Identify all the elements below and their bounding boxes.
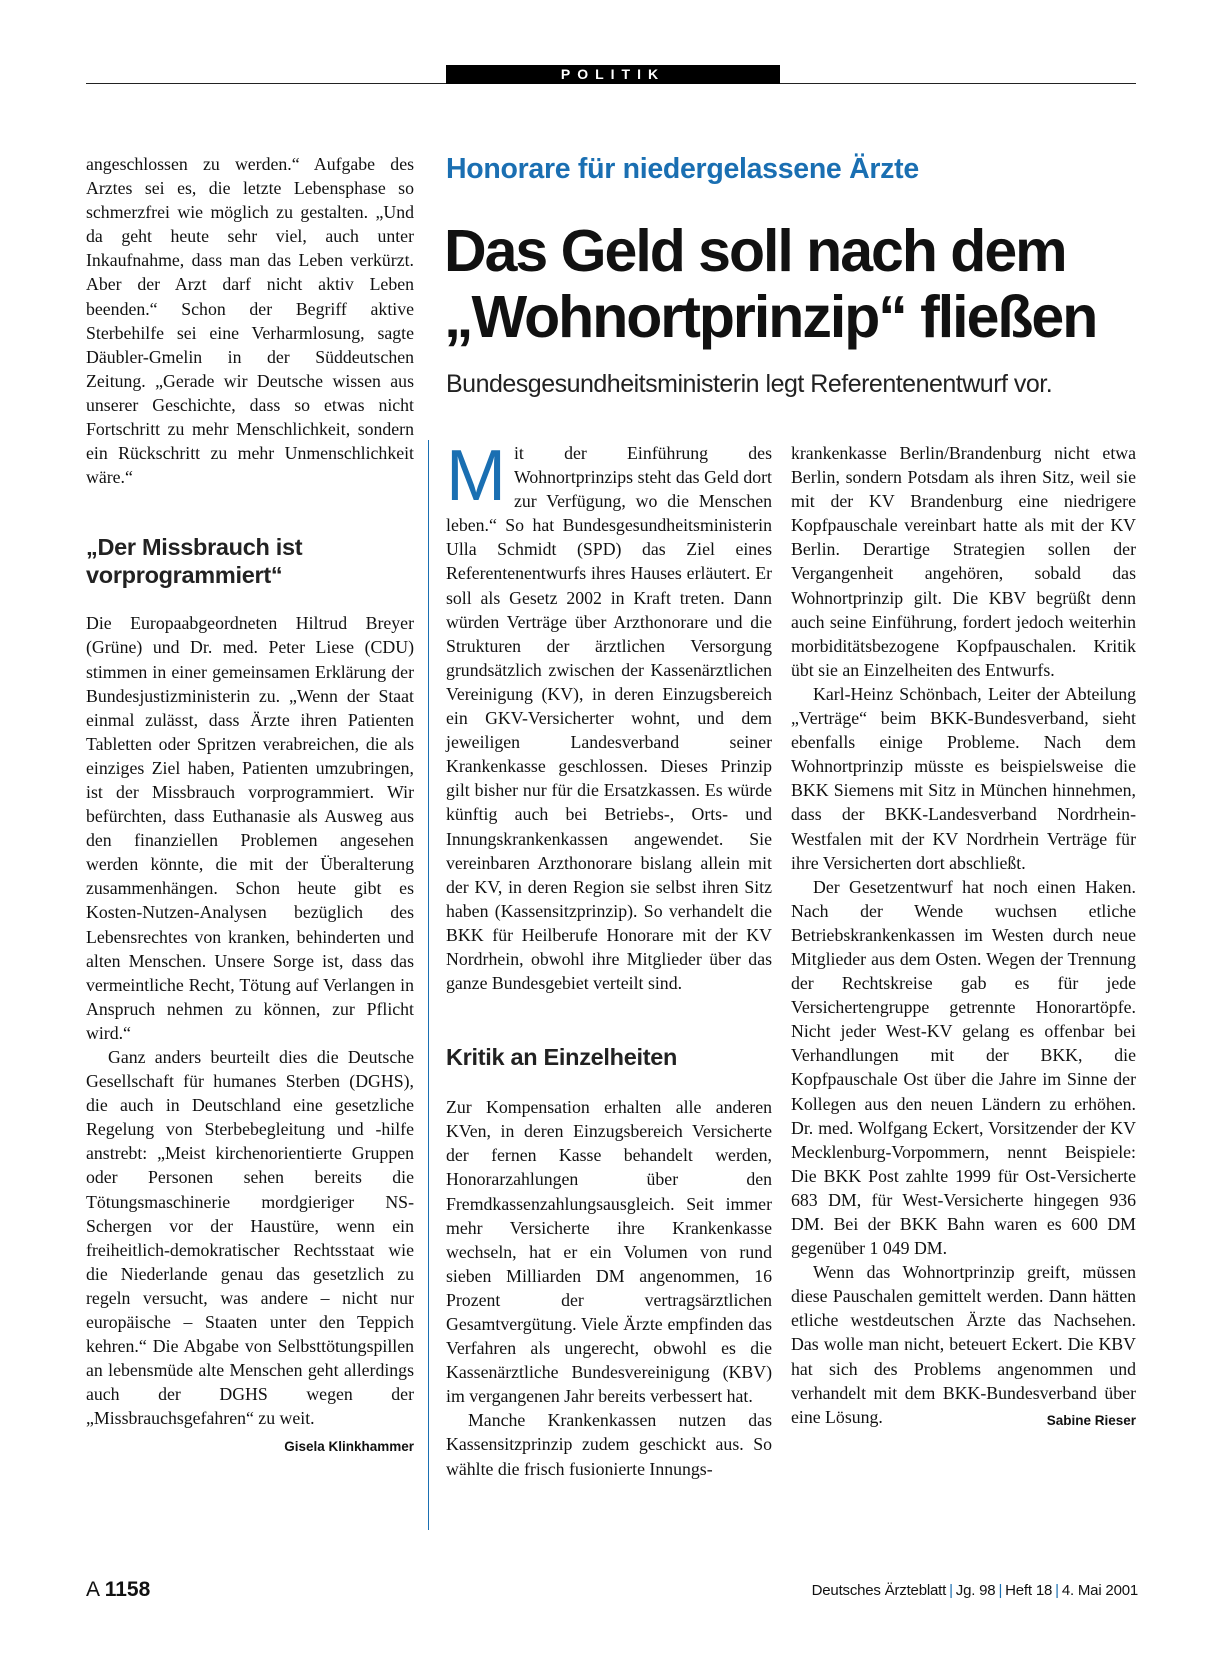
left-subhead: „Der Missbrauch ist vorprogrammiert“: [86, 534, 303, 589]
middle-paragraph-3: Manche Krankenkassen nutzen das Kassensitzprinzip zudem geschickt aus. So wählte die frisch fusionierte Innungs-: [446, 1410, 772, 1479]
left-paragraph-3-text: Ganz anders beurteilt dies die Deutsche Gesellschaft für humanes Sterben (DGHS), die auch in Deutschland eine gesetzliche Regelung von Sterbebegleitung und -hilfe anstrebt: „Meist kirchenorientierte Gruppen oder Personen sehen bereits die Tötungsmaschinerie mordgieriger NS-Schergen vor der Haustüre, wenn ein freiheitlich-demokratischer Rechtsstaat wie die Niederlande genau das gesetzlich zu regeln versucht, was andere – nicht nur europäische – Staaten unter den Teppich kehren.“ Die Abgabe von Selbsttötungspillen an lebensmüde alte Menschen geht allerdings auch der DGHS wegen der „Missbrauchsgefahren“ zu weit.: [86, 1047, 414, 1429]
middle-paragraph-1: [446, 436, 772, 995]
article-headline: [444, 218, 1184, 350]
author-left: Gisela Klinkhammer: [284, 1438, 414, 1454]
right-paragraph-4-text: Wenn das Wohnortprinzip greift, müssen diese Pauschalen gemittelt werden. Dann hätten etliche westdeutschen Ärzte das Nachsehen. Das wolle man nicht, beteuert Eckert. Die KBV hat sich des Problems angenommen und verhandelt mit dem BKK-Bundesverband über eine Lösung.: [791, 1262, 1136, 1427]
right-paragraph-4: [791, 1260, 1136, 1429]
middle-column: [446, 436, 772, 1481]
page-number-value: 1158: [104, 1578, 151, 1601]
headline-line-2: „Wohnortprinzip“ fließen: [444, 284, 1097, 350]
section-label: POLITIK: [446, 65, 780, 84]
left-column: [86, 152, 414, 1459]
journal-date: 4. Mai 2001: [1061, 1582, 1138, 1599]
footer-separator: |: [998, 1582, 1003, 1599]
left-paragraph-3: [86, 1045, 414, 1454]
page-prefix: A: [86, 1578, 99, 1601]
column-divider: [428, 440, 429, 1530]
journal-issue: Heft 18: [1005, 1582, 1053, 1599]
author-right: Sabine Rieser: [1046, 1412, 1136, 1428]
footer-separator: |: [949, 1582, 953, 1599]
headline-line-1: Das Geld soll nach dem: [444, 218, 1066, 284]
right-paragraph-2: Karl-Heinz Schönbach, Leiter der Abteilung „Verträge“ beim BKK-Bundesverband, sieht ebenfalls einige Probleme. Nach dem Wohnortprinzip müsste es beispielsweise die BKK Siemens mit Sitz in München hinnehmen, dass der BKK-Landesverband Nordrhein-Westfalen mit der KV Nordrhein Verträge für ihre Versicherten dort abschließt.: [791, 683, 1136, 873]
article-kicker: Honorare für niedergelassene Ärzte: [446, 153, 919, 185]
drop-cap: M: [446, 436, 506, 516]
right-paragraph-1: krankenkasse Berlin/Brandenburg nicht etwa Berlin, sondern Potsdam als ihren Sitz, weil sie mit der KV Brandenburg eine niedrigere Kopfpauschale vereinbart hatte als mit der KV Berlin. Derartige Strategien sollen der Vergangenheit angehören, sobald das Wohnortprinzip gilt. Die KBV begrüßt denn auch seine Einführung, fordert jedoch weiterhin morbiditätsbezogene Kopfpauschalen. Kritik übt sie an Einzelheiten des Entwurfs.: [791, 443, 1136, 680]
left-paragraph-1: angeschlossen zu werden.“ Aufgabe des Arztes sei es, die letzte Lebensphase so schmerzfrei wie möglich zu gestalten. „Und da geht heute sehr viel, auch unter Inkaufnahme, dass man das Leben verkürzt. Aber der Arzt darf nicht aktiv Leben beenden.“ Schon der Begriff aktive Sterbehilfe sei eine Verharmlosung, sagte Däubler-Gmelin in der Süddeutschen Zeitung. „Gerade wir Deutsche wissen aus unserer Geschichte, dass so etwas nicht Fortschritt zu mehr Menschlichkeit, sondern ein Rückschritt zu mehr Unmenschlichkeit wäre.“: [86, 154, 414, 488]
journal-name: Deutsches Ärzteblatt: [811, 1582, 947, 1599]
left-paragraph-2: Die Europaabgeordneten Hiltrud Breyer (Grüne) und Dr. med. Peter Liese (CDU) stimmen in einer gemeinsamen Erklärung der Bundesjustizministerin zu. „Wenn der Staat einmal zulässt, dass Ärzte ihren Patienten Tabletten oder Spritzen verabreichen, die als einziges Ziel haben, Patienten umzubringen, ist der Missbrauch vorprogrammiert. Wir befürchten, dass Euthanasie als Ausweg aus den finanziellen Problemen angesehen werden könnte, die mit der Überalterung zusammenhängen. Schon heute gibt es Kosten-Nutzen-Analysen bezüglich des Lebensrechtes von kranken, behinderten und alten Menschen. Unsere Sorge ist, dass das vermeintliche Recht, Tötung auf Verlangen in Anspruch nehmen zu können, zur Pflicht wird.“: [86, 613, 414, 1043]
right-column: [791, 441, 1136, 1433]
middle-subhead: Kritik an Einzelheiten: [446, 1044, 678, 1071]
middle-paragraph-1-text: it der Einführung des Wohnortprinzips steht das Geld dort zur Verfügung, wo die Menschen leben.“ So hat Bundesgesundheitsministerin Ulla Schmidt (SPD) das Ziel eines Referentenentwurfs ihres Hauses erläutert. Er soll als Gesetz 2002 in Kraft treten. Dann würden Verträge über Arzthonorare und die Strukturen der ärztlichen Versorgung grundsätzlich zwischen der Kassenärztlichen Vereinigung (KV), in deren Einzugsbereich ein GKV-Versicherter wohnt, und dem jeweiligen Landesverband seiner Krankenkasse geschlossen. Dieses Prinzip gilt bisher nur für die Ersatzkassen. Es würde künftig auch bei Betriebs-, Orts- und Innungskrankenkassen angewendet. Sie vereinbaren Arzthonorare bislang allein mit der KV, in deren Region sie selbst ihren Sitz haben (Kassensitzprinzip). So verhandelt die BKK für Heilberufe Honorare mit der KV Nordrhein, obwohl ihre Mitglieder über das ganze Bundesgebiet verteilt sind.: [446, 443, 772, 994]
footer-separator: |: [1055, 1582, 1059, 1599]
page-number: [86, 1578, 150, 1602]
footer-citation: [812, 1582, 1138, 1599]
journal-volume: Jg. 98: [955, 1582, 996, 1599]
right-paragraph-3: Der Gesetzentwurf hat noch einen Haken. Nach der Wende wuchsen etliche Betriebskrankenkassen im Westen durch neue Mitglieder aus dem Osten. Wegen der Trennung der Rechtskreise gab es für jede Versichertengruppe getrennte Honorartöpfe. Nicht jeder West-KV gelang es offenbar bei Verhandlungen mit der BKK, die Kopfpauschale Ost über die Jahre im Sinne der Kollegen aus den neuen Ländern zu erhöhen. Dr. med. Wolfgang Eckert, Vorsitzender der KV Mecklenburg-Vorpommern, nennt Beispiele: Die BKK Post zahlte 1999 für Ost-Versicherte 683 DM, für West-Versicherte hingegen 936 DM. Bei der BKK Bahn waren es 600 DM gegenüber 1 049 DM.: [791, 876, 1136, 1259]
article-deck: Bundesgesundheitsministerin legt Referentenentwurf vor.: [446, 370, 1053, 398]
middle-paragraph-2: Zur Kompensation erhalten alle anderen KVen, in deren Einzugsbereich Versicherte der fernen Kasse behandelt werden, Honorarzahlungen über den Fremdkassenzahlungsausgleich. Seit immer mehr Versicherte ihre Krankenkasse wechseln, hat er ein Volumen von rund sieben Milliarden DM angenommen, 16 Prozent der vertragsärztlichen Gesamtvergütung. Viele Ärzte empfinden das Verfahren als ungerecht, obwohl es die Kassenärztliche Bundesvereinigung (KBV) im vergangenen Jahr bereits verbessert hat.: [446, 1097, 772, 1407]
